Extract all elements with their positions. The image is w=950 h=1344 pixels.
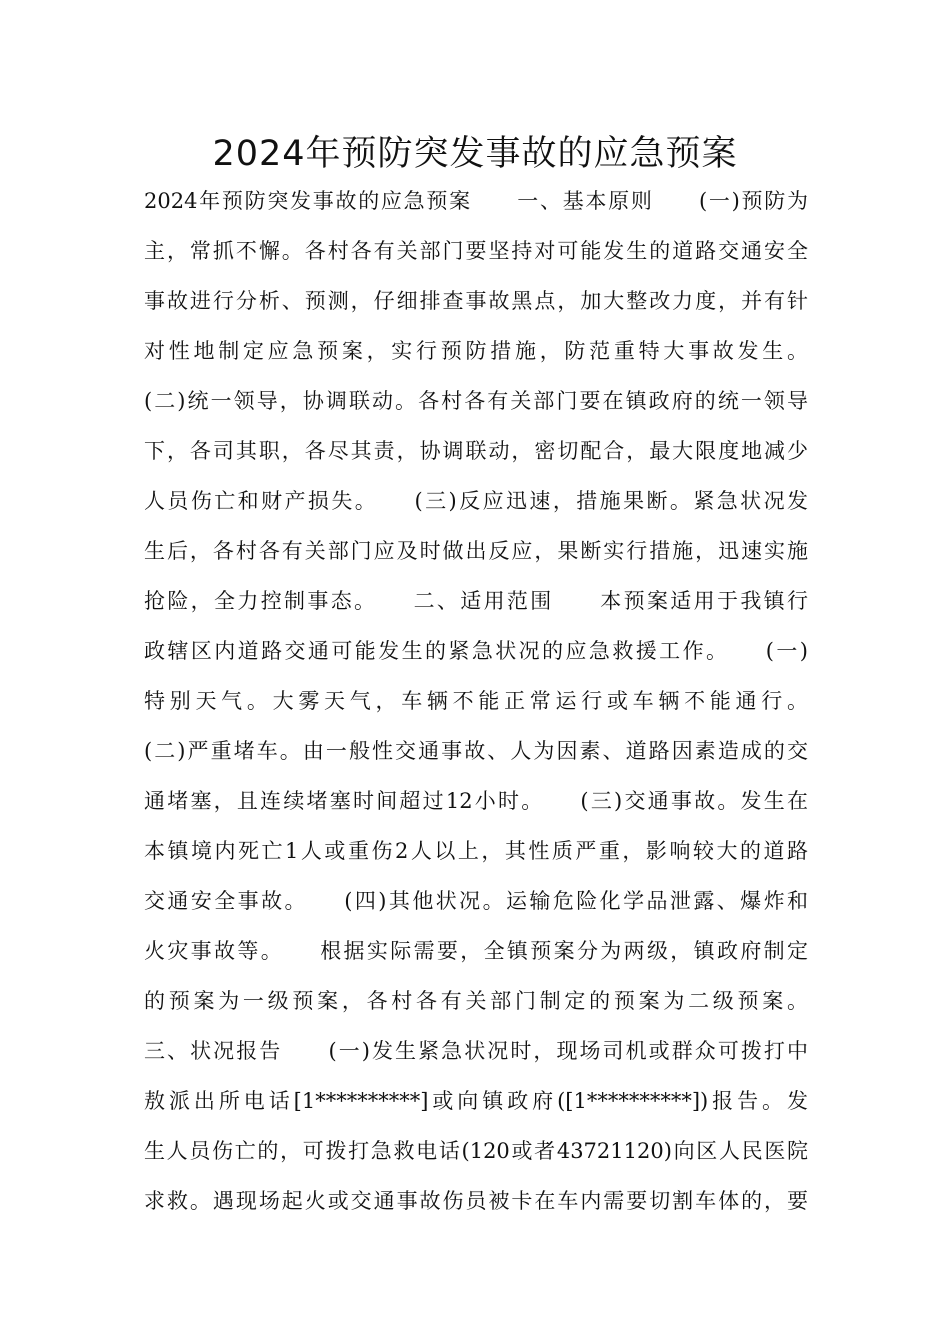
body-line: 事故进行分析、预测，仔细排查事故黑点，加大整改力度，并有针 [144,289,808,313]
body-line: 生人员伤亡的，可拨打急救电话(120或者43721120)向区人民医院 [144,1139,808,1163]
body-line: 抢险，全力控制事态。 二、适用范围 本预案适用于我镇行 [144,589,808,613]
body-line: 交通安全事故。 (四)其他状况。运输危险化学品泄露、爆炸和 [144,889,808,913]
body-line: 火灾事故等。 根据实际需要，全镇预案分为两级，镇政府制定 [144,939,808,963]
body-line: 通堵塞，且连续堵塞时间超过12小时。 (三)交通事故。发生在 [144,789,808,813]
body-line: 政辖区内道路交通可能发生的紧急状况的应急救援工作。 (一) [144,639,808,663]
body-line: (二)统一领导，协调联动。各村各有关部门要在镇政府的统一领导 [144,389,808,413]
body-line: 主，常抓不懈。各村各有关部门要坚持对可能发生的道路交通安全 [144,239,808,263]
body-line: 敖派出所电话[1**********]或向镇政府([1**********])报告。发 [144,1089,808,1113]
body-line: 生后，各村各有关部门应及时做出反应，果断实行措施，迅速实施 [144,539,808,563]
body-line: (二)严重堵车。由一般性交通事故、人为因素、道路因素造成的交 [144,739,808,763]
document-title: 2024年预防突发事故的应急预案 [212,134,738,174]
body-line: 本镇境内死亡1人或重伤2人以上，其性质严重，影响较大的道路 [144,839,808,863]
body-line: 人员伤亡和财产损失。 (三)反应迅速，措施果断。紧急状况发 [144,489,808,513]
body-line: 下，各司其职，各尽其责，协调联动，密切配合，最大限度地减少 [144,439,808,463]
body-line: 2024年预防突发事故的应急预案 一、基本原则 (一)预防为 [144,189,808,213]
body-line: 三、状况报告 (一)发生紧急状况时，现场司机或群众可拨打中 [144,1039,808,1063]
body-line: 对性地制定应急预案，实行预防措施，防范重特大事故发生。 [144,339,808,363]
body-line: 求救。遇现场起火或交通事故伤员被卡在车内需要切割车体的，要 [144,1189,808,1213]
document-body [144,176,808,1226]
body-line: 特别天气。大雾天气，车辆不能正常运行或车辆不能通行。 [144,689,808,713]
body-line: 的预案为一级预案，各村各有关部门制定的预案为二级预案。 [144,989,808,1013]
